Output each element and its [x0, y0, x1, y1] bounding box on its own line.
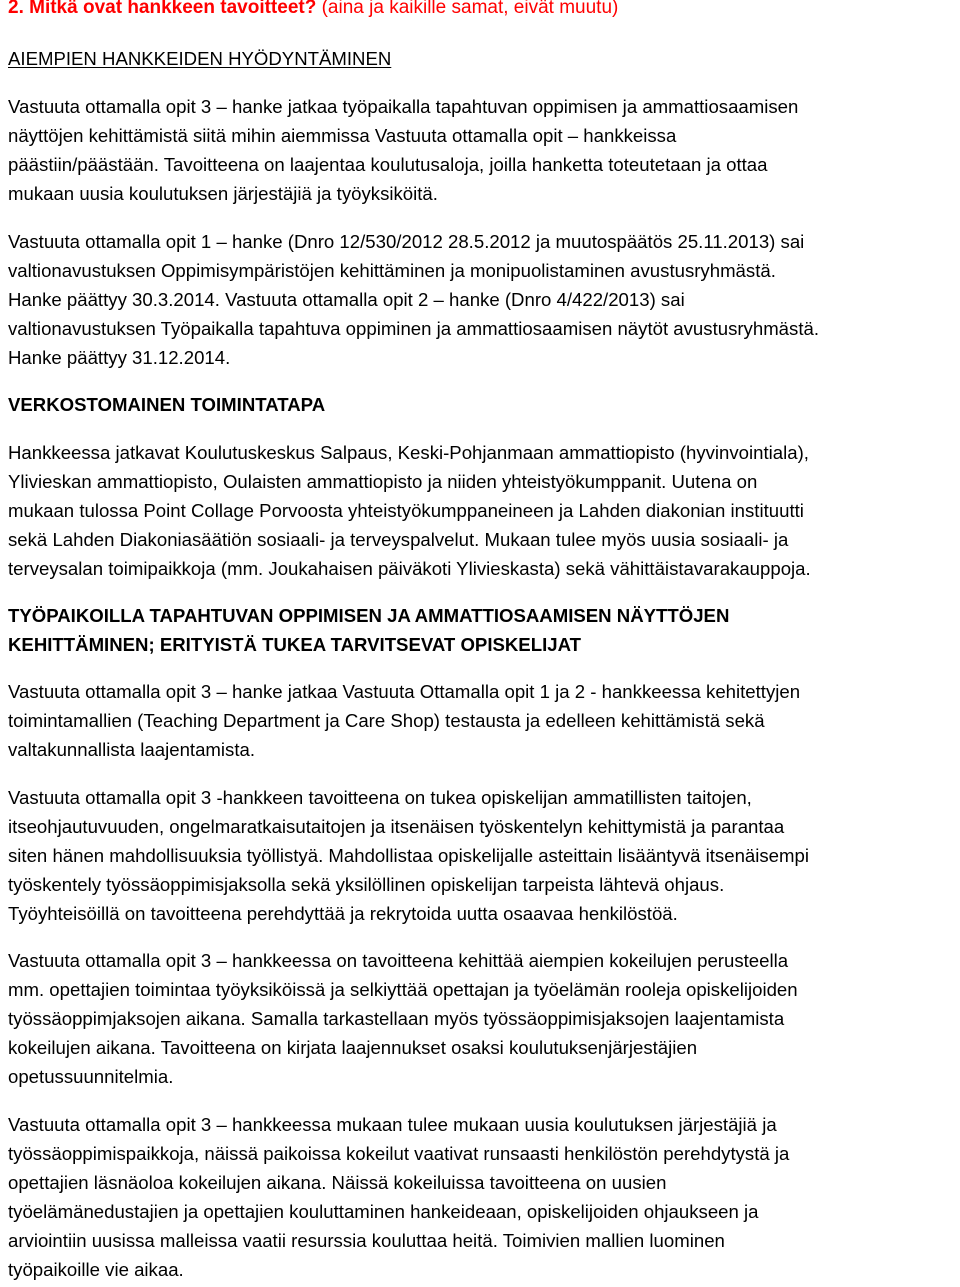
heading-question: 2. Mitkä ovat hankkeen tavoitteet?: [8, 0, 317, 18]
text-line: työssäoppimjaksojen aikana. Samalla tarkastellaan myös työssäoppimisjaksojen laajentamista: [8, 1008, 785, 1029]
text-line: mukaan uusia koulutuksen järjestäjiä ja työyksiköitä.: [8, 183, 438, 204]
text-line: mukaan tulossa Point Collage Porvoosta yhteistyökumppaneineen ja Lahden diakonian instituutti: [8, 500, 804, 521]
paragraph-aiempien-2: [8, 227, 819, 372]
text-line: näyttöjen kehittämistä siitä mihin aiemmissa Vastuuta ottamalla opit – hankkeissa: [8, 125, 677, 146]
text-line: sekä Lahden Diakoniasäätiön sosiaali- ja terveyspalvelut. Mukaan tulee myös uusia sosiaali- ja: [8, 529, 789, 550]
text-line: työpaikoille vie aikaa.: [8, 1259, 184, 1280]
text-line: Työyhteisöillä on tavoitteena perehdyttää ja rekrytoida uutta osaavaa henkilöstöä.: [8, 903, 678, 924]
page-heading: [8, 0, 618, 22]
text-line: työelämänedustajien ja opettajien kouluttaminen hankeideaan, opiskelijoiden ohjaukseen ja: [8, 1201, 759, 1222]
section-title-line: KEHITTÄMINEN; ERITYISTÄ TUKEA TARVITSEVAT OPISKELIJAT: [8, 634, 581, 655]
text-line: Hankkeessa jatkavat Koulutuskeskus Salpaus, Keski-Pohjanmaan ammattiopisto (hyvinvointiala),: [8, 442, 809, 463]
text-line: opettajien läsnäoloa kokeilujen aikana. Näissä kokeiluissa tavoitteena on uusien: [8, 1172, 667, 1193]
paragraph-aiempien-1: [8, 92, 798, 208]
text-line: mm. opettajien toimintaa työyksiköissä ja selkiyttää opettajan ja työelämän rooleja opiskelijoiden: [8, 979, 798, 1000]
text-line: Vastuuta ottamalla opit 3 – hanke jatkaa työpaikalla tapahtuvan oppimisen ja ammattiosaamisen: [8, 96, 799, 117]
paragraph-tyopaikoilla-4: [8, 1110, 789, 1284]
paragraph-tyopaikoilla-1: [8, 677, 800, 764]
text-line: Vastuuta ottamalla opit 1 – hanke (Dnro 12/530/2012 28.5.2012 ja muutospäätös 25.11.2013) sai: [8, 231, 805, 252]
section-title-line: TYÖPAIKOILLA TAPAHTUVAN OPPIMISEN JA AMMATTIOSAAMISEN NÄYTTÖJEN: [8, 605, 730, 626]
text-line: kokeilujen aikana. Tavoitteena on kirjata laajennukset osaksi koulutuksenjärjestäjien: [8, 1037, 698, 1058]
text-line: itseohjautuvuuden, ongelmaratkaisutaitojen ja itsenäisen työskentelyn kehittymistä ja parantaa: [8, 816, 785, 837]
text-line: Vastuuta ottamalla opit 3 -hankkeen tavoitteena on tukea opiskelijan ammatillisten taitojen,: [8, 787, 752, 808]
text-line: Vastuuta ottamalla opit 3 – hankkeessa mukaan tulee mukaan uusia koulutuksen järjestäjiä ja: [8, 1114, 777, 1135]
paragraph-tyopaikoilla-3: [8, 946, 798, 1091]
text-line: Vastuuta ottamalla opit 3 – hanke jatkaa Vastuuta Ottamalla opit 1 ja 2 - hankkeessa kehitettyjen: [8, 681, 801, 702]
section-title-tyopaikoilla: [8, 601, 729, 659]
text-line: valtakunnallista laajentamista.: [8, 739, 256, 760]
text-line: Hanke päättyy 30.3.2014. Vastuuta ottamalla opit 2 – hanke (Dnro 4/422/2013) sai: [8, 289, 685, 310]
text-line: Ylivieskan ammattiopisto, Oulaisten ammattiopisto ja niiden yhteistyökumppanit. Uutena on: [8, 471, 758, 492]
text-line: toimintamallien (Teaching Department ja Care Shop) testausta ja edelleen kehittämistä sekä: [8, 710, 765, 731]
heading-note: (aina ja kaikille samat, eivät muutu): [321, 0, 619, 18]
text-line: arviointiin uusissa malleissa vaatii resurssia kouluttaa heitä. Toimivien mallien luominen: [8, 1230, 725, 1251]
text-line: opetussuunnitelmia.: [8, 1066, 174, 1087]
text-line: päästiin/päästään. Tavoitteena on laajentaa koulutusaloja, joilla hanketta toteutetaan ja ottaa: [8, 154, 768, 175]
text-line: valtionavustuksen Oppimisympäristöjen kehittäminen ja monipuolistaminen avustusryhmästä.: [8, 260, 776, 281]
paragraph-tyopaikoilla-2: [8, 783, 809, 928]
text-line: Hanke päättyy 31.12.2014.: [8, 347, 231, 368]
paragraph-verkostomainen: [8, 438, 811, 583]
text-line: Vastuuta ottamalla opit 3 – hankkeessa on tavoitteena kehittää aiempien kokeilujen perusteella: [8, 950, 789, 971]
section-title-verkostomainen: VERKOSTOMAINEN TOIMINTATAPA: [8, 394, 326, 415]
text-line: valtionavustuksen Työpaikalla tapahtuva oppiminen ja ammattiosaamisen näytöt avustusryhmästä.: [8, 318, 819, 339]
section-title-aiempien: AIEMPIEN HANKKEIDEN HYÖDYNTÄMINEN: [8, 48, 392, 69]
text-line: työssäoppimispaikkoja, näissä paikoissa kokeilut vaativat runsaasti henkilöstön perehdytystä ja: [8, 1143, 790, 1164]
text-line: siten hänen mahdollisuuksia työllistyä. Mahdollistaa opiskelijalle asteittain lisääntyvä itsenäisempi: [8, 845, 809, 866]
text-line: terveysalan toimipaikkoja (mm. Joukahaisen päiväkoti Ylivieskasta) sekä vähittäistavarakauppoja.: [8, 558, 811, 579]
text-line: työskentely työssäoppimisjaksolla sekä yksilöllinen opiskelijan tarpeista lähtevä ohjaus.: [8, 874, 725, 895]
